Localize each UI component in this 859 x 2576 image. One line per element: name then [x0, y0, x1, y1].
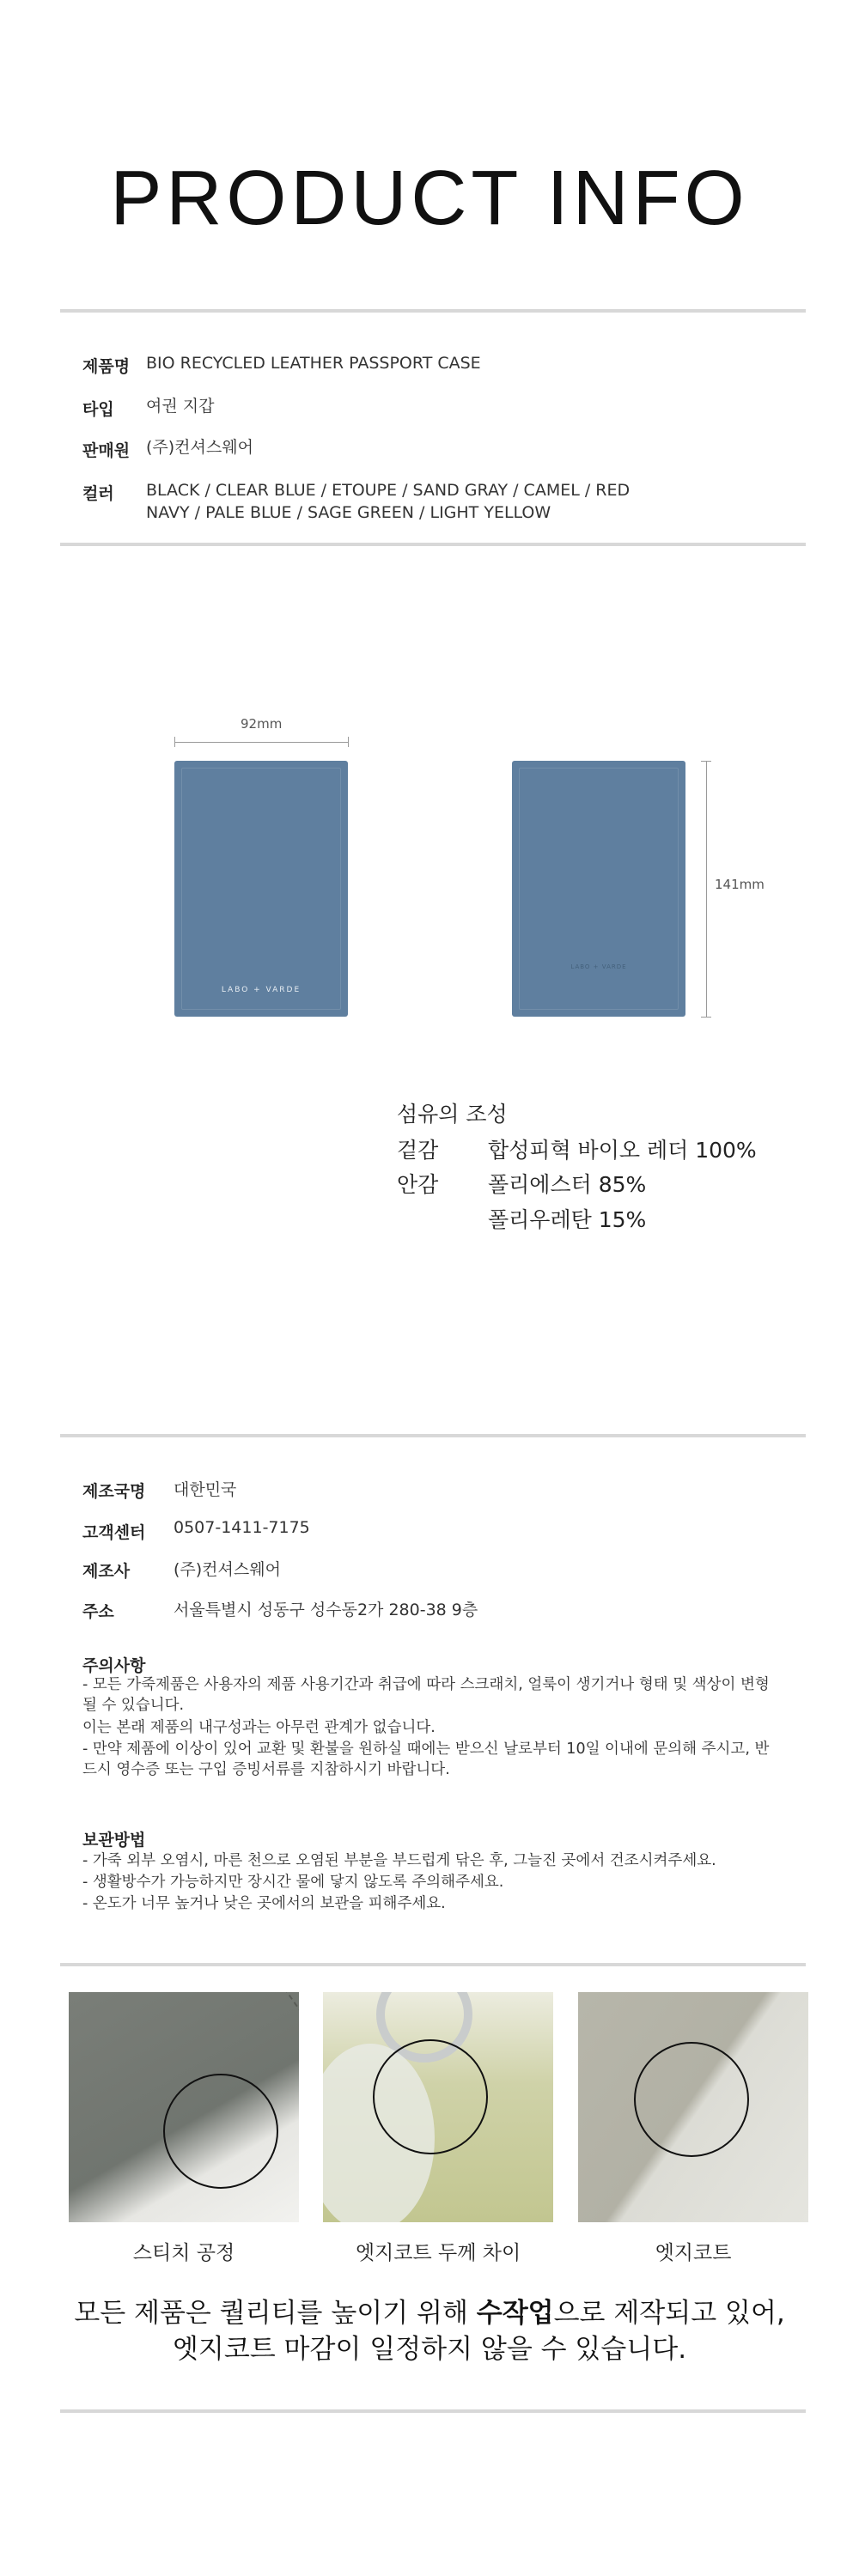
edge-coat-thickness-caption: 엣지코트 두께 차이 [355, 2242, 521, 2264]
highlight-circle [373, 2039, 488, 2154]
page-title: PRODUCT INFO [110, 155, 749, 241]
handmade-emphasis: 수작업 [476, 2298, 554, 2329]
storage-line: - 생활방수가 가능하지만 장시간 물에 닿지 않도록 주의해주세요. [82, 1874, 504, 1891]
storage-line: - 온도가 너무 높거나 낮은 곳에서의 보관을 피해주세요. [82, 1895, 446, 1912]
spec-value-seller: (주)컨셔스웨어 [146, 438, 253, 457]
caution-line: - 모든 가죽제품은 사용자의 제품 사용기간과 취급에 따라 스크래치, 얼룩이 생기거나 형태 및 색상이 변형될 수 있습니다. [82, 1676, 770, 1714]
spec-label-name: 제품명 [82, 357, 131, 376]
info-value-country: 대한민국 [174, 1480, 237, 1499]
height-label: 141mm [715, 877, 765, 892]
composition-value-lining-2: 폴리우레탄 15% [488, 1207, 647, 1232]
highlight-circle [163, 2074, 278, 2189]
info-label-cs: 고객센터 [82, 1523, 146, 1542]
storage-line: - 가죽 외부 오염시, 마른 천으로 오염된 부분을 부드럽게 닦은 후, 그늘진 곳에서 건조시켜주세요. [82, 1852, 716, 1869]
spec-label-type: 타입 [82, 400, 114, 419]
edge-coat-photo [578, 1992, 808, 2222]
stitch-detail-photo [69, 1992, 299, 2222]
spec-label-color: 컬러 [82, 484, 114, 503]
composition-title: 섬유의 조성 [397, 1102, 508, 1127]
composition-value-lining-1: 폴리에스터 85% [488, 1172, 647, 1197]
width-label: 92mm [241, 716, 283, 732]
divider [60, 1963, 806, 1966]
handmade-notice-line-1: 모든 제품은 퀄리티를 높이기 위해 수작업으로 제작되고 있어, [74, 2298, 785, 2329]
highlight-circle [634, 2042, 749, 2157]
info-label-maker: 제조사 [82, 1562, 131, 1581]
edge-coat-thickness-photo [323, 1992, 553, 2222]
spec-value-color: BLACK / CLEAR BLUE / ETOUPE / SAND GRAY / CAMEL / RED [146, 481, 631, 500]
storage-title: 보관방법 [82, 1831, 146, 1850]
spec-value-type: 여권 지갑 [146, 397, 215, 416]
front-logo: LABO + VARDE [221, 986, 302, 994]
caution-line: 이는 본래 제품의 내구성과는 아무런 관계가 없습니다. [82, 1719, 436, 1736]
divider [60, 309, 806, 313]
divider [60, 1434, 806, 1437]
divider [60, 2409, 806, 2413]
info-value-cs: 0507-1411-7175 [174, 1518, 310, 1537]
spec-value-color-2: NAVY / PALE BLUE / SAGE GREEN / LIGHT YELLOW [146, 503, 551, 522]
info-label-address: 주소 [82, 1602, 114, 1621]
edge-coat-caption: 엣지코트 [655, 2242, 732, 2264]
composition-value-outer: 합성피혁 바이오 레더 100% [488, 1138, 757, 1163]
divider [60, 543, 806, 546]
back-logo: LABO + VARDE [570, 963, 627, 970]
stitch-detail-caption: 스티치 공정 [132, 2242, 235, 2264]
handmade-notice-line-2: 엣지코트 마감이 일정하지 않을 수 있습니다. [172, 2334, 687, 2365]
width-line [174, 742, 348, 743]
spec-label-seller: 판매원 [82, 441, 131, 460]
height-line [706, 761, 707, 1017]
caution-title: 주의사항 [82, 1656, 146, 1675]
passport-case-back [512, 761, 685, 1017]
info-value-maker: (주)컨셔스웨어 [174, 1560, 281, 1579]
caution-line: - 만약 제품에 이상이 있어 교환 및 환불을 원하실 때에는 받으신 날로부터 10일 이내에 문의해 주시고, 반드시 영수증 또는 구입 증빙서류를 지참하시기 바랍니다. [82, 1741, 770, 1778]
info-label-country: 제조국명 [82, 1482, 146, 1501]
composition-label-lining: 안감 [397, 1172, 439, 1197]
info-value-address: 서울특별시 성동구 성수동2가 280-38 9층 [174, 1601, 478, 1619]
passport-case-front [174, 761, 348, 1017]
spec-value-name: BIO RECYCLED LEATHER PASSPORT CASE [146, 354, 481, 373]
composition-label-outer: 겉감 [397, 1138, 439, 1163]
